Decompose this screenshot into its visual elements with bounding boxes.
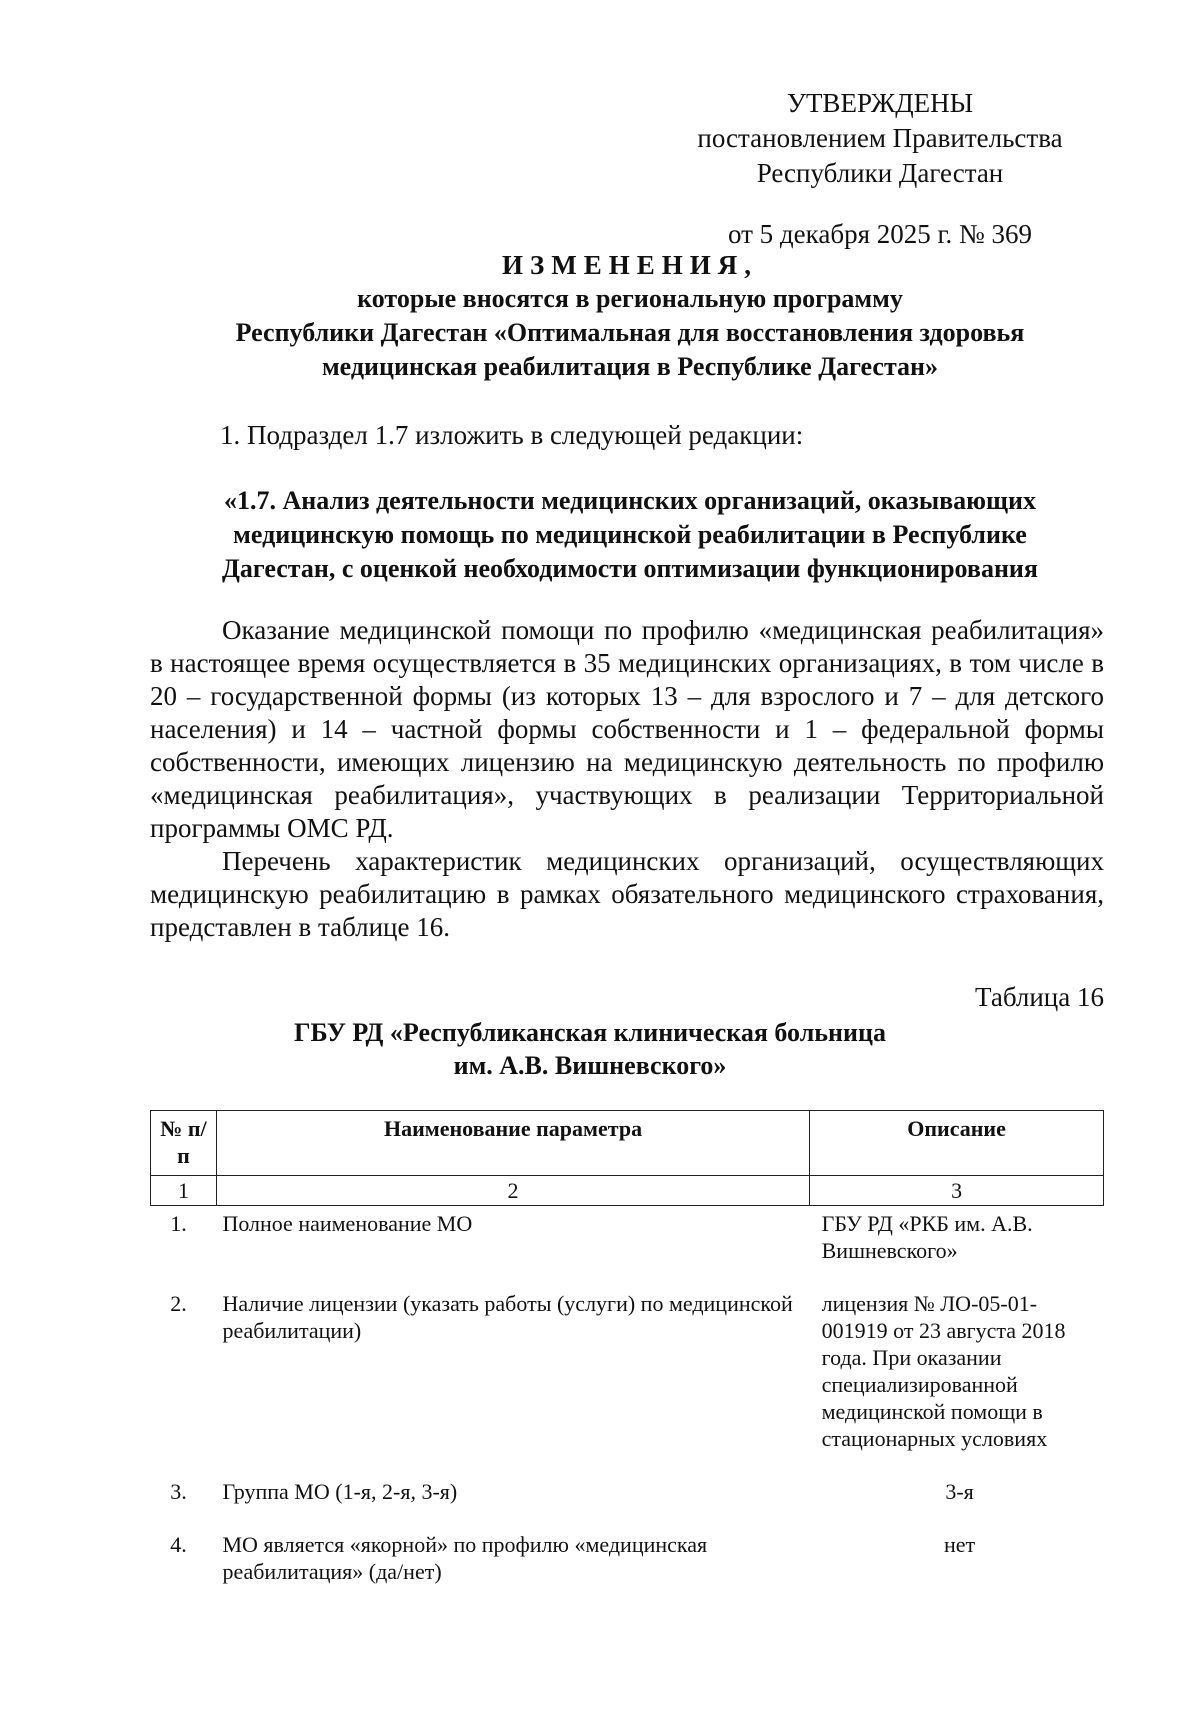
index-cell: 1 [151, 1176, 217, 1206]
row-param: Наличие лицензии (указать работы (услуги) по медицинской реабилитации) [222, 1291, 793, 1343]
row-param: Группа МО (1-я, 2-я, 3-я) [222, 1479, 458, 1504]
item-1: 1. Подраздел 1.7 изложить в следующей редакции: [220, 420, 804, 450]
table-row [151, 1527, 1104, 1607]
approval-stamp [660, 86, 1100, 252]
row-desc: нет [943, 1532, 976, 1557]
header-desc: Описание [810, 1111, 1104, 1176]
row-num: 3. [170, 1479, 187, 1504]
paragraph: Перечень характеристик медицинских организаций, осуществляющих медицинскую реабилитацию в рамках обязательного медицинского страхования, представлен в таблице 16. [150, 846, 1104, 942]
row-param: Полное наименование МО [222, 1211, 473, 1236]
table-row [151, 1206, 1104, 1287]
subsection-line-1: «1.7. Анализ деятельности медицинских организаций, оказывающих [224, 486, 1036, 515]
heading-line-1: которые вносятся в региональную программу [357, 284, 903, 313]
row-num: 1. [170, 1211, 187, 1236]
table-index-row [151, 1176, 1104, 1206]
table-row [151, 1286, 1104, 1474]
table-title-line-2: им. А.В. Вишневского» [453, 1051, 727, 1080]
row-num: 4. [170, 1532, 187, 1557]
table-header-row [151, 1111, 1104, 1176]
header-num: № п/п [151, 1111, 217, 1176]
subsection-line-2: медицинскую помощь по медицинской реабилитации в Республике [233, 520, 1027, 549]
row-desc: ГБУ РД «РКБ им. А.В. Вишневского» [821, 1211, 1033, 1263]
index-cell: 3 [810, 1176, 1104, 1206]
heading-main: ИЗМЕНЕНИЯ, [501, 250, 758, 280]
approval-title: УТВЕРЖДЕНЫ [786, 88, 974, 118]
approval-line-2: Республики Дагестан [756, 158, 1004, 188]
table-title [150, 1016, 1030, 1082]
table-title-line-1: ГБУ РД «Республиканская клиническая больница [294, 1018, 886, 1047]
heading-line-3: медицинская реабилитация в Республике Дагестан» [321, 352, 939, 381]
row-desc: лицензия № ЛО-05-01-001919 от 23 августа 2018 года. При оказании специализированной медицинской помощи в стационарных условиях [821, 1291, 1066, 1451]
document-heading [150, 248, 1110, 384]
row-param: МО является «якорной» по профилю «медицинская реабилитация» (да/нет) [222, 1532, 708, 1584]
paragraph: Оказание медицинской помощи по профилю «медицинская реабилитация» в настоящее время осуществляется в 35 медицинских организациях, в том числе в 20 – государственной формы (из которых 13 – для взрослого и 7 – для детского населения) и 14 – частной формы собственности и 1 – федеральной формы собственности, имеющих лицензию на медицинскую деятельность по профилю «медицинская реабилитация», участвующих в реализации Территориальной программы ОМС РД. [150, 615, 1104, 843]
parameters-table [150, 1110, 1104, 1607]
header-param: Наименование параметра [216, 1111, 809, 1176]
body-text [150, 614, 1104, 944]
index-cell: 2 [216, 1176, 809, 1206]
row-num: 2. [170, 1291, 187, 1316]
table-number: Таблица 16 [975, 982, 1104, 1012]
row-desc: 3-я [945, 1479, 974, 1504]
table-row [151, 1474, 1104, 1527]
subsection-title [150, 484, 1110, 586]
subsection-line-3: Дагестан, с оценкой необходимости оптимизации функционирования [222, 554, 1038, 583]
approval-date: от 5 декабря 2025 г. № 369 [727, 219, 1033, 249]
heading-line-2: Республики Дагестан «Оптимальная для восстановления здоровья [235, 318, 1025, 347]
approval-line-1: постановлением Правительства [697, 123, 1063, 153]
